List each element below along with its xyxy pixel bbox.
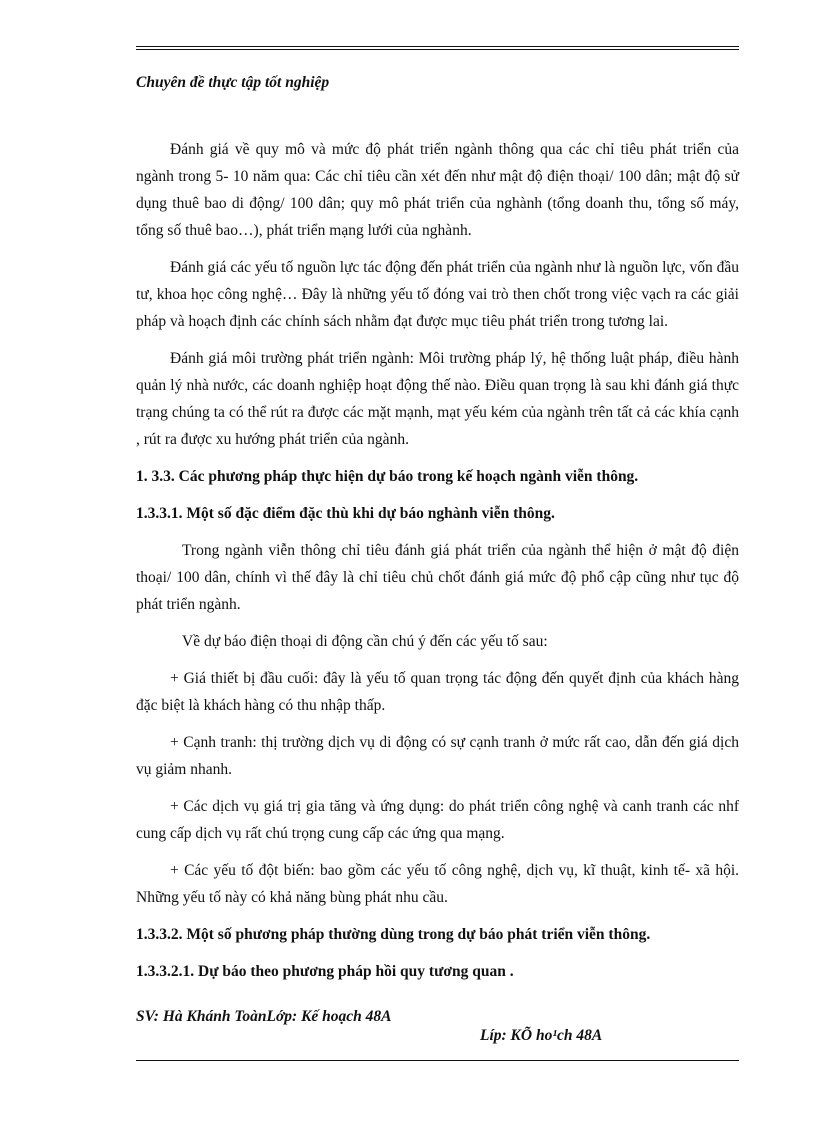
paragraph-scale-assessment: Đánh giá về quy mô và mức độ phát triển ngành thông qua các chỉ tiêu phát triển của ngành trong 5- 10 năm qua: Các chỉ tiêu cần xét đến như mật độ điện thoại/ 100 dân; mật độ sử dụng thuê bao di động/ 100 dân; quy mô phát triển của nghành (tổng doanh thu, tổng số máy, tổng số thuê bao…), phát triển mạng lưới của nghành. [136, 141, 739, 239]
paragraph-mobile-forecast-intro: Về dự báo điện thoại di động cần chú ý đến các yếu tố sau: [182, 633, 548, 650]
footer-rule [136, 1060, 739, 1061]
section-heading-1-3-3-2-1: 1.3.3.2.1. Dự báo theo phương pháp hồi quy tương quan . [136, 963, 514, 980]
paragraph-resource-factors: Đánh giá các yếu tố nguồn lực tác động đến phát triển của ngành như là nguồn lực, vốn đầu tư, khoa học công nghệ… Đây là những yếu tố đóng vai trò then chốt trong việc vạch ra các giải pháp và hoạch định các chính sách nhằm đạt được mục tiêu phát triển trong tương lai. [136, 259, 739, 330]
paragraph-environment: Đánh giá môi trường phát triển ngành: Môi trường pháp lý, hệ thống luật pháp, điều hành quản lý nhà nước, các doanh nghiệp hoạt động thế nào. Điều quan trọng là sau khi đánh giá thực trạng chúng ta có thể rút ra được các mặt mạnh, mạt yếu kém của ngành trên tất cả các khía cạnh , rút ra được xu hướng phát triển của ngành. [136, 350, 739, 448]
paragraph-telecom-indicator: Trong ngành viễn thông chỉ tiêu đánh giá phát triển của ngành thể hiện ở mật độ điện thoại/ 100 dân, chính vì thế đây là chỉ tiêu chủ chốt đánh giá mức độ phổ cập cũng như tục độ phát triển ngành. [136, 542, 739, 613]
section-heading-1-3-3-1: 1.3.3.1. Một số đặc điểm đặc thù khi dự báo nghành viễn thông. [136, 505, 555, 522]
footer-class-info: Líp: KÕ ho¹ch 48A [480, 1027, 603, 1044]
header-rule-lower [136, 49, 739, 50]
header-title: Chuyên đề thực tập tốt nghiệp [136, 74, 330, 91]
footer-student-info: SV: Hà Khánh ToànLớp: Kế hoạch 48A [136, 1008, 392, 1025]
bullet-value-added-services: + Các dịch vụ giá trị gia tăng và ứng dụng: do phát triển công nghệ và canh tranh các nhf cung cấp dịch vụ rất chú trọng cung cấp các ứng qua mạng. [136, 798, 739, 842]
bullet-device-price: + Giá thiết bị đầu cuối: đây là yếu tố quan trọng tác động đến quyết định của khách hàng đặc biệt là khách hàng có thu nhập thấp. [136, 670, 739, 714]
document-body [136, 136, 739, 995]
bullet-disruptive-factors: + Các yếu tố đột biến: bao gồm các yếu tố công nghệ, dịch vụ, kĩ thuật, kinh tế- xã hội. Những yếu tố này có khả năng bùng phát nhu cầu. [136, 862, 739, 906]
section-heading-1-3-3: 1. 3.3. Các phương pháp thực hiện dự báo trong kế hoạch ngành viễn thông. [136, 468, 639, 485]
header-rule-upper [136, 46, 739, 47]
bullet-competition: + Cạnh tranh: thị trường dịch vụ di động có sự cạnh tranh ở mức rất cao, dẫn đến giá dịch vụ giảm nhanh. [136, 734, 739, 778]
section-heading-1-3-3-2: 1.3.3.2. Một số phương pháp thường dùng trong dự báo phát triển viễn thông. [136, 926, 651, 943]
